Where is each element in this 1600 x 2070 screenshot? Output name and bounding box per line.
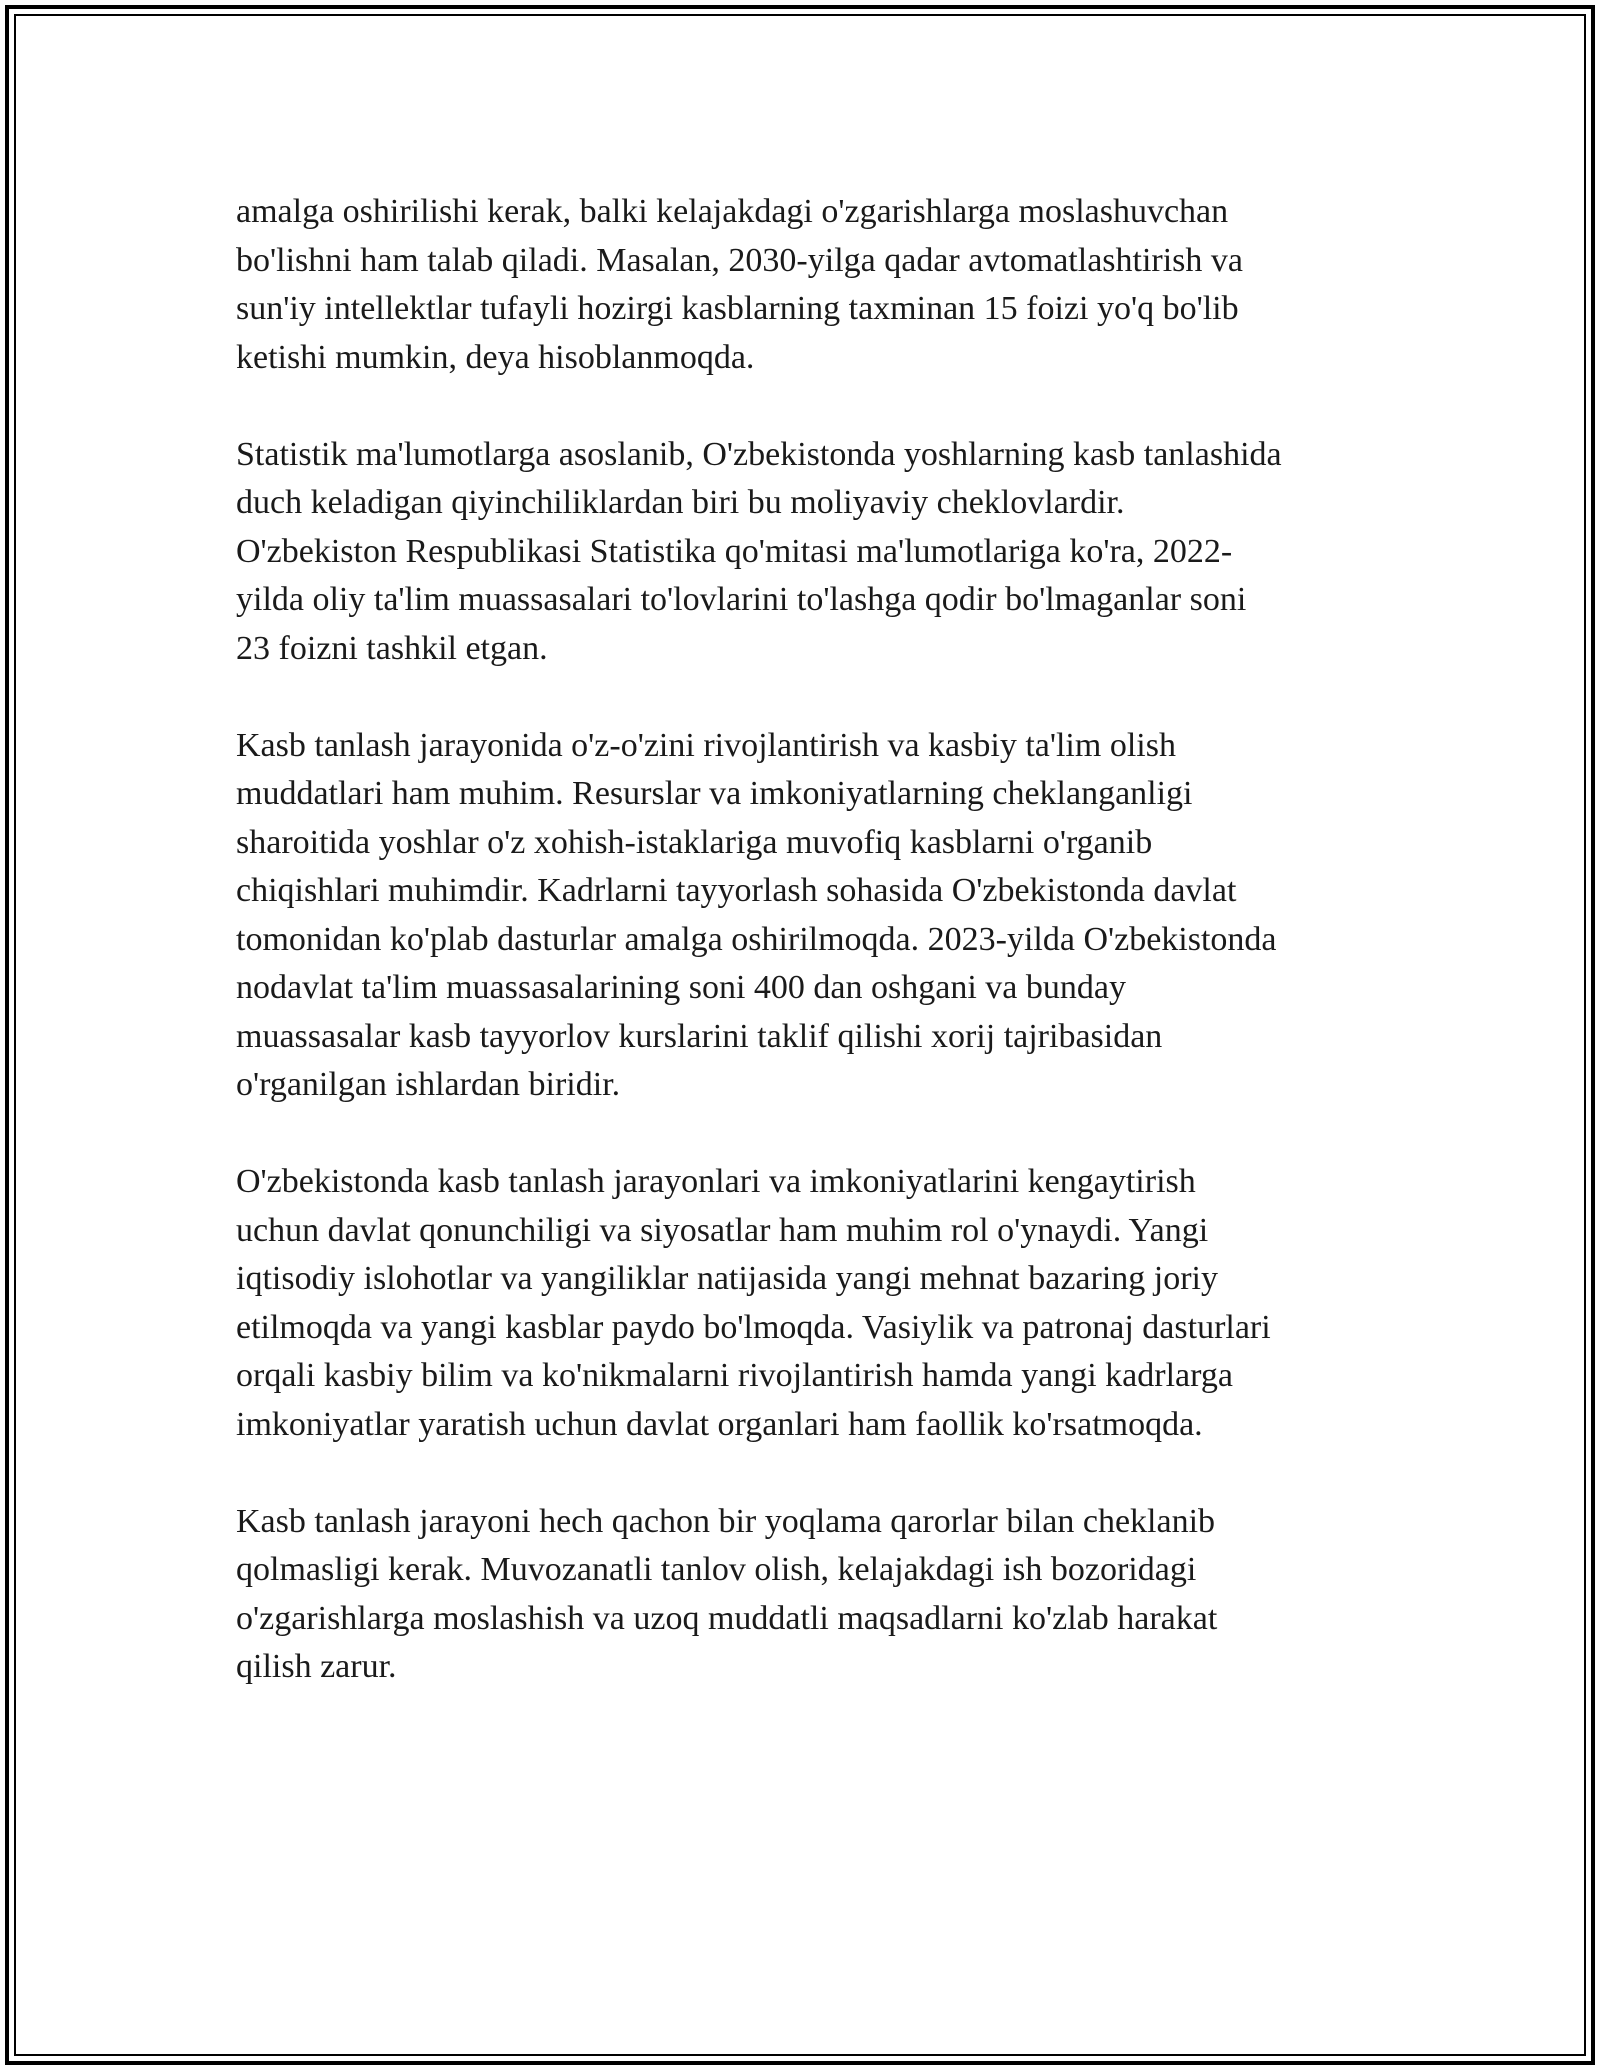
text-line: nodavlat ta'lim muassasalarining soni 400 dan oshgani va bunday: [236, 969, 1126, 1006]
paragraph-2: [236, 431, 1386, 674]
text-line: qilish zarur.: [236, 1648, 397, 1685]
paragraph-3: [236, 722, 1386, 1110]
text-line: o'zgarishlarga moslashish va uzoq muddatli maqsadlarni ko'zlab harakat: [236, 1599, 1218, 1637]
text-line: O'zbekistonda kasb tanlash jarayonlari va imkoniyatlarini kengaytirish: [236, 1163, 1196, 1200]
text-line: qolmasligi kerak. Muvozanatli tanlov olish, kelajakdagi ish bozoridagi: [236, 1551, 1197, 1588]
text-line: Kasb tanlash jarayonida o'z-o'zini rivojlantirish va kasbiy ta'lim olish: [236, 726, 1176, 764]
paragraph-4: [236, 1158, 1386, 1449]
text-line: sharoitida yoshlar o'z xohish-istaklariga muvofiq kasblarni o'rganib: [236, 823, 1153, 861]
text-line: etilmoqda va yangi kasblar paydo bo'lmoqda. Vasiylik va patronaj dasturlari: [236, 1308, 1271, 1346]
text-line: tomonidan ko'plab dasturlar amalga oshirilmoqda. 2023-yilda O'zbekistonda: [236, 920, 1277, 958]
text-line: Statistik ma'lumotlarga asoslanib, O'zbekistonda yoshlarning kasb tanlashida: [236, 435, 1282, 473]
text-line: muddatlari ham muhim. Resurslar va imkoniyatlarning cheklanganligi: [236, 775, 1193, 812]
text-line: O'zbekiston Respublikasi Statistika qo'mitasi ma'lumotlariga ko'ra, 2022-: [236, 532, 1233, 570]
text-line: duch keladigan qiyinchiliklardan biri bu moliyaviy cheklovlardir.: [236, 484, 1125, 521]
text-line: o'rganilgan ishlardan biridir.: [236, 1066, 621, 1103]
paragraph-5: [236, 1498, 1386, 1692]
text-line: amalga oshirilishi kerak, balki kelajakdagi o'zgarishlarga moslashuvchan: [236, 193, 1229, 230]
text-line: uchun davlat qonunchiligi va siyosatlar ham muhim rol o'ynaydi. Yangi: [236, 1211, 1209, 1249]
text-line: muassasalar kasb tayyorlov kurslarini taklif qilishi xorij tajribasidan: [236, 1017, 1163, 1055]
text-line: iqtisodiy islohotlar va yangiliklar natijasida yangi mehnat bazaring joriy: [236, 1260, 1218, 1297]
document-body: [236, 188, 1386, 1692]
text-line: 23 foizni tashkil etgan.: [236, 629, 548, 667]
paragraph-1: [236, 188, 1386, 382]
text-line: ketishi mumkin, deya hisoblanmoqda.: [236, 338, 755, 376]
text-line: sun'iy intellektlar tufayli hozirgi kasblarning taxminan 15 foizi yo'q bo'lib: [236, 290, 1239, 327]
text-line: chiqishlari muhimdir. Kadrlarni tayyorlash sohasida O'zbekistonda davlat: [236, 872, 1237, 909]
text-line: imkoniyatlar yaratish uchun davlat organlari ham faollik ko'rsatmoqda.: [236, 1405, 1203, 1443]
text-line: bo'lishni ham talab qiladi. Masalan, 2030-yilga qadar avtomatlashtirish va: [236, 241, 1244, 279]
text-line: orqali kasbiy bilim va ko'nikmalarni rivojlantirish hamda yangi kadrlarga: [236, 1357, 1233, 1394]
text-line: yilda oliy ta'lim muassasalari to'lovlarini to'lashga qodir bo'lmaganlar soni: [236, 581, 1247, 618]
text-line: Kasb tanlash jarayoni hech qachon bir yoqlama qarorlar bilan cheklanib: [236, 1502, 1216, 1540]
